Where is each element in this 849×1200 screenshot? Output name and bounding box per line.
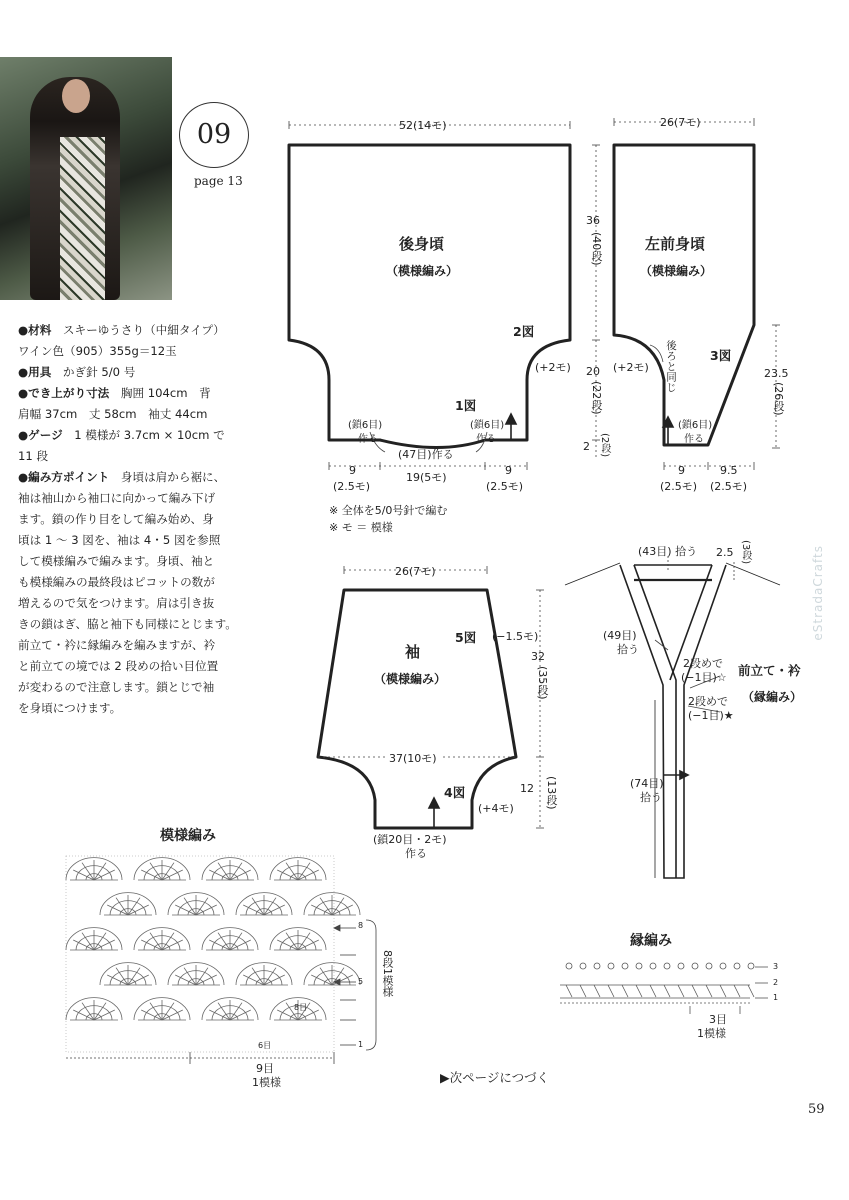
page-number: 59 [808,1102,825,1117]
band-pick-74: (74目) [630,777,664,790]
edging-picot [692,963,698,969]
front-dim-a-sub: (2.5モ) [660,480,698,493]
band-dim-top-rows: (3段) [740,540,751,565]
method-line: と前立ての境では 2 段めの拾い目位置 [18,659,219,673]
pattern-chart-title: 模様編み [160,828,216,844]
edging-row-3: 3 [773,962,779,971]
edging-row-1: 1 [773,993,779,1002]
gauge-heading: ●ゲージ [18,428,63,442]
same-as-back: 後ろと同じ [665,340,677,393]
tools-text: かぎ針 5/0 号 [51,365,136,379]
front-chain: (鎖6目) [678,420,713,431]
edging-stitch [636,985,642,997]
front-height: 23.5 [764,367,789,380]
sleeve-make: 作る [405,847,427,860]
gauge-text: 1 模様が 3.7cm × 10cm で [62,428,225,442]
back-height: 36 [586,214,600,227]
back-body-subtitle: （模様編み） [386,264,459,278]
method-line: して模様編みで編みます。身頃、袖と [18,554,215,568]
back-height-rows: (40段) [590,232,603,266]
edging-stitch [580,985,586,997]
edging-stitch [706,985,712,997]
pattern-inner-6: 6目 [258,1041,272,1050]
edging-picot [566,963,572,969]
front-width-top: 26(7モ) [660,116,701,129]
band-row2-solid: 2段めで [688,695,728,708]
front-band-title: 前立て・衿 [738,663,801,678]
front-dim-a: 9 [678,464,685,477]
gauge-text-2: 11 段 [18,449,49,463]
back-plus2: (+2モ) [535,361,571,374]
band-pick-49-b: 拾う [617,643,639,656]
method-line: きの鎖はぎ、脇と袖下も同様にとじます。 [18,617,237,631]
method-text: 身頃は肩から裾に、 [109,470,226,484]
band-row2-hollow: 2段めで [683,657,723,670]
cuff-height: 12 [520,782,534,795]
edging-stitches: 3目 [709,1013,727,1026]
back-dim-a-sub: (2.5モ) [333,480,371,493]
band-row2-hollow-b: (−1目)☆ [681,671,727,684]
sleeve-plus4: (+4モ) [478,802,514,815]
bottom-rows: (2段) [599,433,610,458]
edging-repeat: 1模様 [697,1027,726,1040]
pattern-chart-drawing [66,856,334,1052]
sleeve-subtitle: （模様編み） [374,672,447,686]
front-band-subtitle: （縁編み） [742,690,803,704]
back-dim-c-sub: (2.5モ) [486,480,524,493]
watermark: eStradaCrafts [811,545,825,641]
figure-5-label: 5図 [455,630,477,645]
method-line: ます。鎖の作り目をして編み始め、身 [18,512,214,526]
pattern-row-8: 8 [358,921,364,930]
back-body-title: 後身頃 [399,235,445,253]
pattern-inner-8: 8目 [294,1003,308,1012]
left-front-title: 左前身頃 [645,235,706,253]
pattern-repeat-rows: 8段1模様 [381,950,394,997]
front-plus2: (+2モ) [613,361,649,374]
edging-picot [608,963,614,969]
edging-stitch [748,985,754,997]
page-reference: page 13 [194,174,243,188]
back-dim-b: 19(5モ) [406,471,447,484]
back-width-top: 52(14モ) [399,119,447,132]
edging-picot [664,963,670,969]
method-line: を身頃につけます。 [18,701,122,715]
armhole-height: 20 [586,365,600,378]
size-text: 胸囲 104cm 背 [109,386,211,400]
make-right: 作る [476,434,496,445]
method-line: が変わるので注意します。鎖とじで袖 [18,680,215,694]
sleeve-height: 32 [531,650,545,663]
chain-left: (鎖6目) [348,420,383,431]
band-pick-74-b: 拾う [640,791,662,804]
sleeve-height-rows: (35段) [536,666,549,700]
back-body-outline [289,145,570,448]
note-needle: ※ 全体を5/0号針で編む [329,504,448,517]
edging-picot [580,963,586,969]
method-heading: ●編み方ポイント [18,470,110,484]
chain-middle: (47目)作る [398,448,454,461]
sleeve-width-mid: 37(10モ) [386,750,440,766]
edging-stitch [678,985,684,997]
edging-picot [594,963,600,969]
back-dim-a: 9 [349,464,356,477]
materials-color: ワイン色（905）355g＝12玉 [18,344,177,358]
size-text-2: 肩幅 37cm 丈 58cm 袖丈 44cm [18,407,208,421]
tools-heading: ●用具 [18,365,52,379]
method-line: 袖は袖山から袖口に向かって編み下げ [18,491,216,505]
figure-2-label: 2図 [513,324,535,339]
edging-picot [650,963,656,969]
cuff-rows: (13段) [545,776,558,810]
edging-stitch [566,985,572,997]
band-row2-solid-b: (−1目)★ [688,709,734,722]
edging-stitch [692,985,698,997]
edging-stitch [664,985,670,997]
front-height-rows: (26段) [772,382,785,416]
note-mo: ※ モ ＝ 模様 [329,521,393,534]
sleeve-width-top: 26(7モ) [395,565,436,578]
band-pick-49: (49目) [603,629,637,642]
chain-right: (鎖6目) [470,420,505,431]
size-heading: ●でき上がり寸法 [18,386,110,400]
band-pick-43: (43目) 拾う [638,545,698,558]
sleeve-title: 袖 [405,643,421,661]
method-line: も模様編みの最終段はピコットの数が [18,575,215,589]
sleeve-minus15: (−1.5モ) [492,630,539,643]
left-front-outline [614,145,754,445]
sleeve-chain: (鎖20目・2モ) [373,833,447,846]
edging-stitch [650,985,656,997]
edging-chart-title: 縁編み [630,933,672,949]
edging-stitch [608,985,614,997]
edging-picot [748,963,754,969]
front-dim-b-sub: (2.5モ) [710,480,748,493]
edging-row-2: 2 [773,978,779,987]
front-dim-b: 9.5 [720,464,738,477]
sleeve-outline [318,590,516,828]
edging-stitch [720,985,726,997]
pattern-row-1: 1 [358,1040,364,1049]
edging-picot [678,963,684,969]
method-line: 頃は 1 ～ 3 図を、袖は 4・5 図を参照 [18,533,221,547]
edging-picot [734,963,740,969]
edging-picot [706,963,712,969]
method-line: 増えるので気をつけます。肩は引き抜 [18,596,215,610]
armhole-rows: (22段) [590,381,603,415]
make-left: 作る [358,434,378,445]
materials-yarn: スキーゆうさり（中細タイプ） [51,323,225,337]
bottom-height: 2 [583,440,590,453]
figure-3-label: 3図 [710,348,732,363]
next-page-note: ▶次ページにつづく [440,1070,550,1085]
left-front-subtitle: （模様編み） [640,264,713,278]
band-dim-top: 2.5 [716,546,734,559]
back-dim-c: 9 [505,464,512,477]
pattern-row-5: 5 [358,977,364,986]
edging-stitch [594,985,600,997]
edging-stitch [734,985,740,997]
edging-picot [636,963,642,969]
pattern-repeat: 1模様 [252,1076,281,1089]
figure-4-label: 4図 [444,785,466,800]
figure-1-label: 1図 [455,398,477,413]
materials-heading: ●材料 [18,323,52,337]
pattern-stitches: 9目 [256,1062,274,1075]
pattern-number: 09 [179,102,249,168]
front-make: 作る [684,434,704,445]
edging-picot [720,963,726,969]
edging-picot [622,963,628,969]
edging-stitch [622,985,628,997]
method-line: 前立て・衿に縁編みを編みますが、衿 [18,638,216,652]
